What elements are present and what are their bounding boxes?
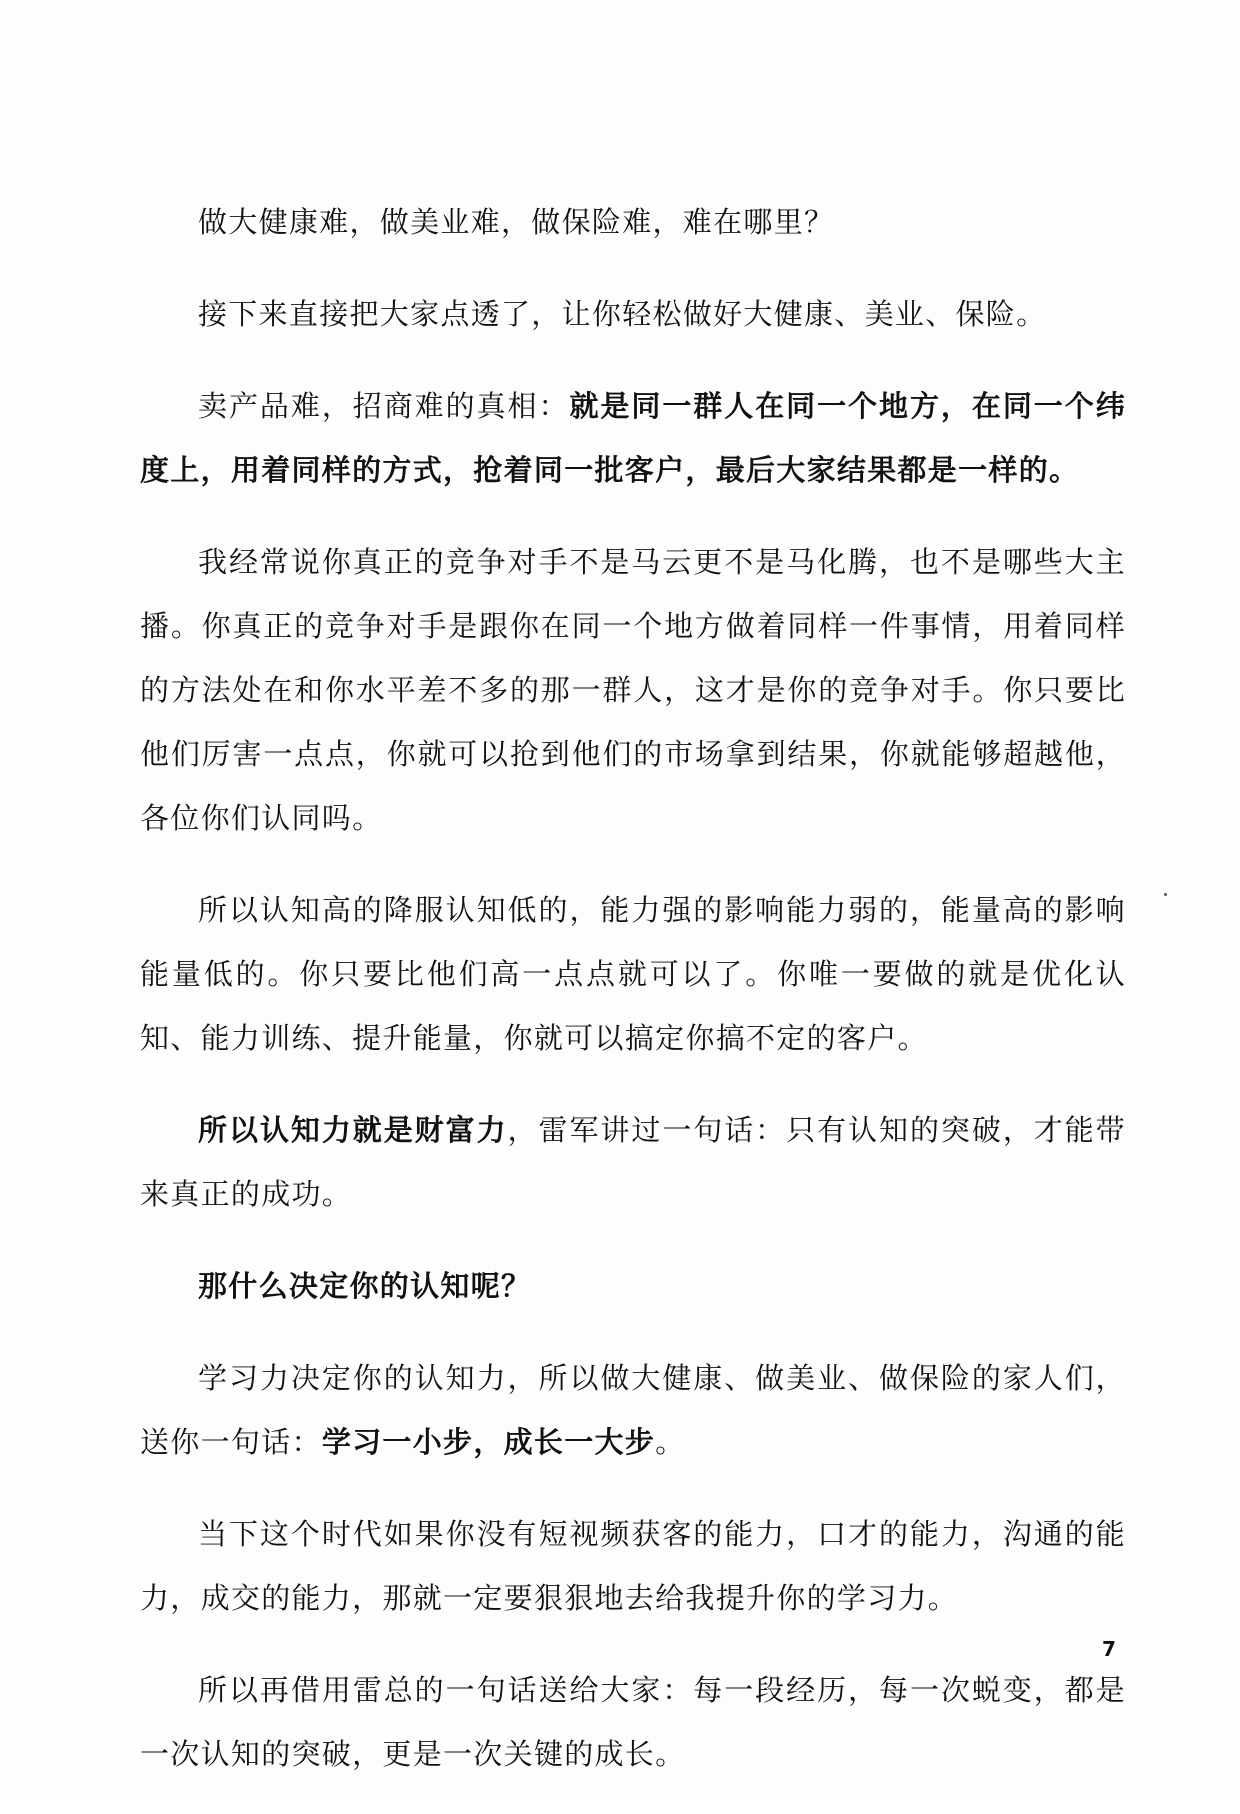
- section-heading: [140, 1254, 1126, 1318]
- paragraph: [140, 374, 1126, 502]
- page-number: 7: [1102, 1637, 1116, 1661]
- bold-text-segment: 学习一小步，成长一大步: [321, 1425, 656, 1459]
- bold-text-segment: 所以认知力就是财富力: [198, 1113, 508, 1147]
- text-segment: 当下这个时代如果你没有短视频获客的能力，口才的能力，沟通的能力，成交的能力，那就一定要狠狠地去给我提升你的学习力。: [140, 1517, 1126, 1615]
- paragraph: [140, 1658, 1126, 1786]
- bold-text-segment: 就是同一群人在同一个地方，在同一个纬度上，用着同样的方式，抢着同一批客户，最后大家结果都是一样的。: [140, 389, 1126, 487]
- text-segment: 所以再借用雷总的一句话送给大家：每一段经历，每一次蜕变，都是一次认知的突破，更是一次关键的成长。: [140, 1673, 1126, 1771]
- paragraph: [140, 1502, 1126, 1630]
- bold-text-segment: 那什么决定你的认知呢？: [198, 1269, 532, 1303]
- paragraph: [140, 878, 1126, 1070]
- text-segment: 。: [655, 1425, 686, 1459]
- paragraph: [140, 1346, 1126, 1474]
- scan-speck: [1164, 893, 1167, 896]
- paragraph: [140, 282, 1126, 346]
- text-segment: 卖产品难，招商难的真相：: [198, 389, 570, 423]
- text-segment: 我经常说你真正的竞争对手不是马云更不是马化腾，也不是哪些大主播。你真正的竞争对手是跟你在同一个地方做着同样一件事情，用着同样的方法处在和你水平差不多的那一群人，这才是你的竞争对手。你只要比他们厉害一点点，你就可以抢到他们的市场拿到结果，你就能够超越他，各位你们认同吗。: [140, 545, 1126, 835]
- text-segment: 学习力决定你的认知力，所以做大健康、做美业、做保险的家人们，送你一句话：: [140, 1361, 1126, 1459]
- text-segment: ，雷军讲过一句话：只有认知的突破，才能带来真正的成功。: [140, 1113, 1126, 1211]
- paragraph: [140, 190, 1126, 254]
- text-segment: 接下来直接把大家点透了，让你轻松做好大健康、美业、保险。: [198, 297, 1047, 331]
- paragraph: [140, 530, 1126, 850]
- text-segment: 所以认知高的降服认知低的，能力强的影响能力弱的，能量高的影响能量低的。你只要比他们高一点点就可以了。你唯一要做的就是优化认知、能力训练、提升能量，你就可以搞定你搞不定的客户。: [140, 893, 1126, 1055]
- text-segment: 做大健康难，做美业难，做保险难，难在哪里？: [198, 205, 835, 239]
- paragraph: [140, 1098, 1126, 1226]
- document-body: [140, 190, 1126, 1814]
